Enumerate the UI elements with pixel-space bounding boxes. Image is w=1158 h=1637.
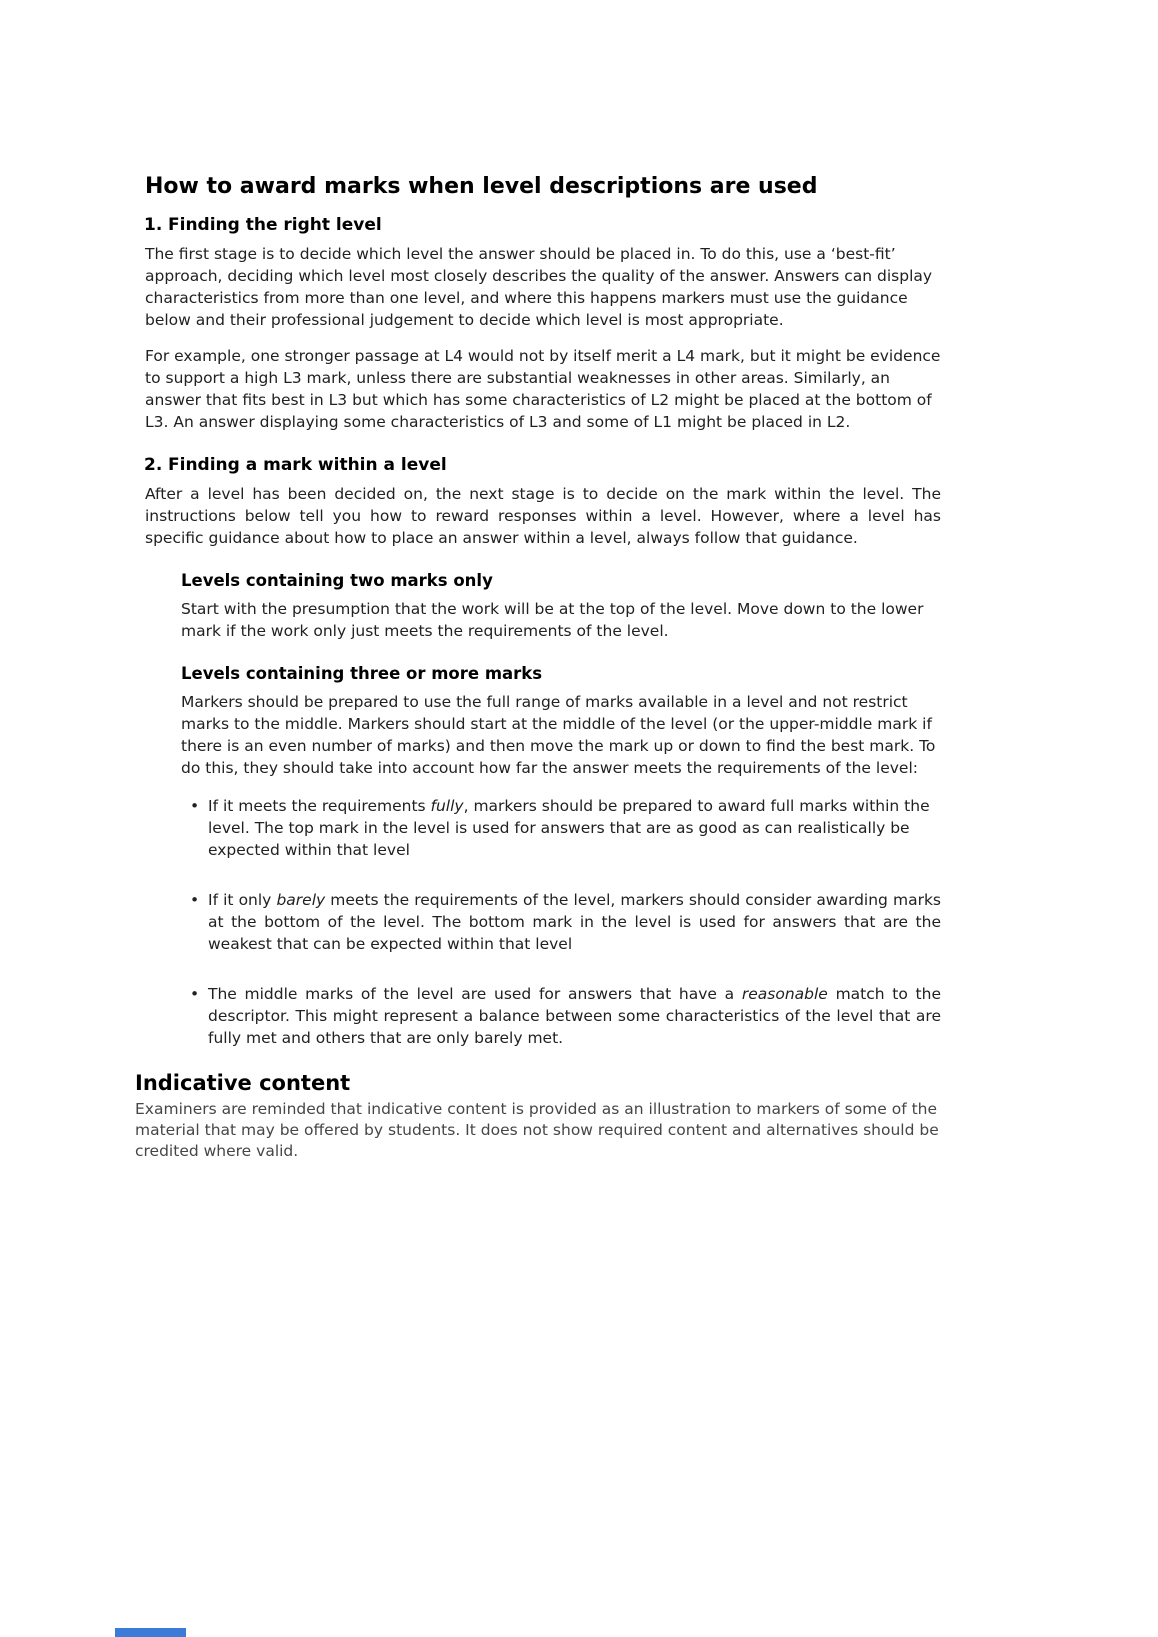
bullet-icon: • — [190, 891, 200, 909]
section2-paragraph: After a level has been decided on, the next stage is to decide on the mark within the level. The instructions below tell you how to reward responses within a level. However, where a level has specific guidance about how to place an answer within a level, always follow that guidance. — [145, 485, 941, 547]
bullet3-text-post: match to the descriptor. This might represent a balance between some characteristics of the level that are fully met and others that are only barely met. — [208, 985, 941, 1047]
section1-heading-label: Finding the right level — [168, 215, 382, 235]
subsection2-paragraph: Markers should be prepared to use the full range of marks available in a level and not restrict marks to the middle. Markers should start at the middle of the level (or the upper-middle mark if there is an even number of marks) and then move the mark up or down to find the best mark. To do this, they should take into account how far the answer meets the requirements of the level: — [181, 693, 936, 777]
bullet-item-middle-marks — [190, 983, 941, 1049]
bullet-icon: • — [190, 985, 200, 1003]
page-content — [135, 0, 941, 1162]
section-finding-right-level — [145, 215, 941, 433]
section1-paragraph-1: The first stage is to decide which level the answer should be placed in. To do this, use a ‘best-fit’ approach, deciding which level most closely describes the quality of the answer. Answers can display characteristics from more than one level, and where this happens markers must use the guidance below and their professional judgement to decide which level is most appropriate. — [145, 245, 933, 329]
bullet2-text-pre: If it only — [208, 891, 277, 909]
page-title: How to award marks when level descriptions are used — [145, 174, 818, 199]
subsection1-paragraph: Start with the presumption that the work will be at the top of the level. Move down to the lower mark if the work only just meets the requirements of the level. — [181, 600, 924, 640]
section1-paragraph-2: For example, one stronger passage at L4 would not by itself merit a L4 mark, but it might be evidence to support a high L3 mark, unless there are substantial weaknesses in other areas. Similarly, an answer that fits best in L3 but which has some characteristics of L2 might be placed at the bottom of L3. An answer displaying some characteristics of L3 and some of L1 might be placed in L2. — [145, 347, 941, 431]
bullet-icon: • — [190, 797, 200, 815]
bullet2-italic-word: barely — [276, 891, 326, 909]
bullet1-text-post: , markers should be prepared to award full marks within the level. The top mark in the level is used for answers that are as good as can realistically be expected within that level — [208, 797, 930, 859]
marking-guidance-bullet-list — [190, 795, 941, 1049]
bullet-item-full-marks — [190, 795, 941, 861]
bullet3-italic-word: reasonable — [741, 985, 828, 1003]
partial-footer-bar — [115, 1628, 186, 1637]
subsection2-heading: Levels containing three or more marks — [181, 664, 543, 683]
section2-heading — [144, 455, 941, 475]
section2-heading-label: Finding a mark within a level — [168, 455, 447, 475]
section1-number: 1. — [144, 215, 163, 235]
subsection1-heading: Levels containing two marks only — [181, 571, 493, 590]
bullet2-text-post: meets the requirements of the level, markers should consider awarding marks at the bottom of the level. The bottom mark in the level is used for answers that are the weakest that can be expected within that level — [208, 891, 941, 953]
subsection-three-or-more-marks — [181, 664, 941, 779]
section2-number: 2. — [144, 455, 163, 475]
indicative-content-paragraph: Examiners are reminded that indicative content is provided as an illustration to markers of some of the material that may be offered by students. It does not show required content and alternatives should be credited where valid. — [135, 1100, 939, 1160]
indicative-content-heading: Indicative content — [135, 1071, 351, 1095]
section-indicative-content — [135, 1071, 941, 1162]
bullet-item-bottom-marks — [190, 889, 941, 955]
subsection-two-marks-only — [181, 571, 941, 642]
section-finding-mark-within-level — [145, 455, 941, 1049]
bullet1-italic-word: fully — [430, 797, 464, 815]
bullet1-text-pre: If it meets the requirements — [208, 797, 431, 815]
bullet3-text-pre: The middle marks of the level are used for answers that have a — [208, 985, 742, 1003]
section1-heading — [144, 215, 941, 235]
